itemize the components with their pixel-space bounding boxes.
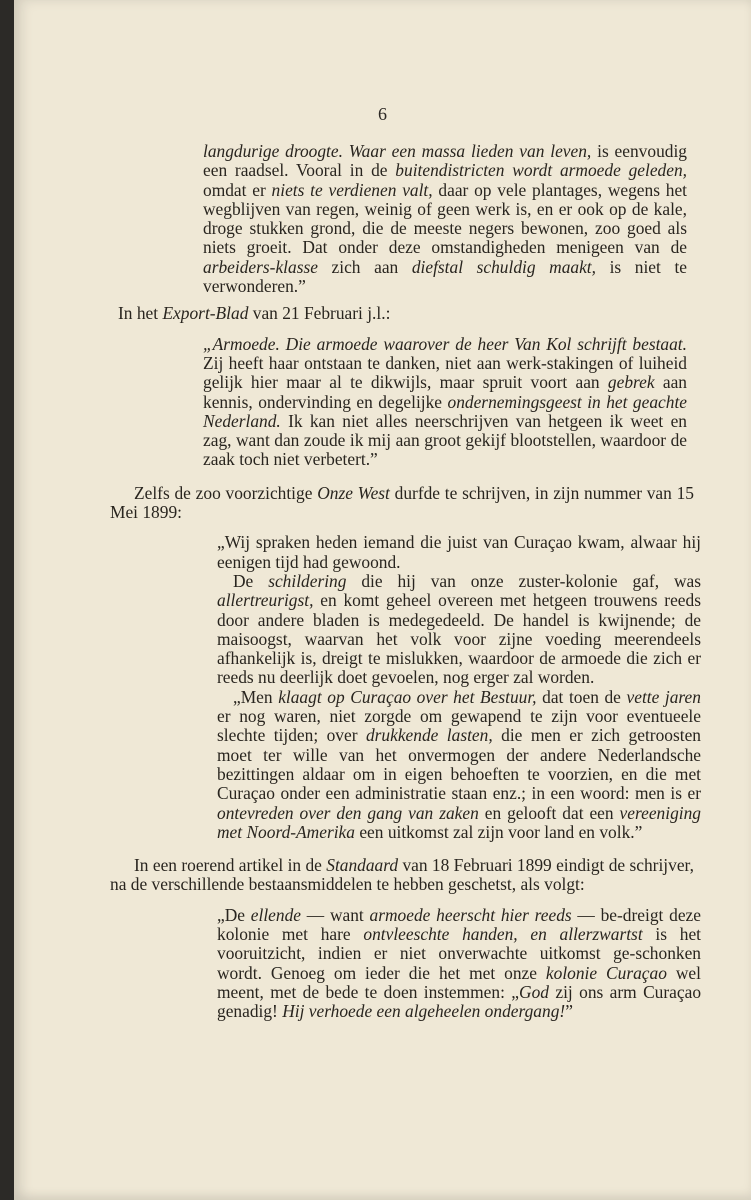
quote-droogte [203,141,692,297]
italic-run: ellende [250,904,301,925]
intro-export-blad [118,304,688,323]
paragraph [217,904,706,1022]
text-run: die hij van onze zuster-kolonie gaf, was [346,570,706,591]
text-run: In een roerend artikel in de [134,855,327,876]
italic-run: „Armoede. Die armoede waarover de heer Van Kol schrijft bestaat. [203,333,687,354]
italic-run: buitendistricten wordt armoede geleden, [395,160,688,181]
text-run: die men er zich getroosten moet ter wille van het onvermogen der andere Nederlandsche bezittingen aldaar om in eigen behoeften te voorzien, en die met Curaçao onder een administratie staan enz.; in een woord: men is er [217,725,706,804]
italic-run: klaagt op Curaçao over het Bestuur, [278,686,537,707]
text-run: De [233,570,269,591]
text-run: ” [565,1001,573,1022]
quote-armoede [203,333,692,470]
text-run: Ik kan niet alles neerschrijven van hetgeen ik weet en zag, want dan zoude ik mij aan groot gekijf blootstellen, waardoor de zaak toch niet verbetert.” [203,410,692,470]
paragraph [217,532,706,572]
italic-run: gebrek [607,372,655,393]
italic-run: vette jaren [626,686,701,707]
quote-curacao [217,532,706,842]
paragraph [118,304,688,323]
text-run: „Wij spraken heden iemand die juist van Curaçao kwam, alwaar hij eenigen tijd had gewoond. [217,532,706,572]
italic-run: arbeiders-klasse [203,256,318,277]
italic-run: schildering [268,570,347,591]
quote-ellende [217,904,706,1022]
italic-run: Export-Blad [162,303,249,324]
text-run: — want [301,904,370,925]
italic-run: langdurige droogte. Waar een massa lieden van leven, [203,141,592,161]
text-run: en komt geheel overeen met hetgeen trouwens reeds door andere bladen is medegedeeld. De handel is kwijnende; de maisoogst, waarvan het volk voor zijne voeding meerendeels afhankelijk is, dreigt te mislukken, waardoor de armoede die zich er reeds nu deerlijk doet gevoelen, nog erger zal worden. [217,590,706,688]
text-run: „Men [233,686,279,707]
italic-run: armoede heerscht hier reeds [369,904,572,925]
text-run: van 18 Februari 1899 eindigt de schrijver, na de verschillende bestaansmiddelen te hebben geschetst, als volgt: [110,855,699,895]
italic-run: diefstal schuldig maakt, [411,256,596,277]
italic-run: God [519,981,549,1002]
intro-onze-west [110,482,699,523]
text-run: een uitkomst zal zijn voor land en volk.” [354,821,643,842]
text-run: wel meent, met de bede te doen instemmen: „ [217,962,706,1002]
italic-run: kolonie Curaçao [545,962,667,983]
paragraph [203,141,692,297]
italic-run: Hij verhoede een algeheelen ondergang! [282,1001,566,1022]
italic-run: vereeniging met Noord-Amerika [217,802,706,842]
text-run: zich aan [317,256,412,277]
paragraph [217,570,706,688]
text-run: durfde te schrijven, in zijn nummer van 15 Mei 1899: [110,482,699,523]
paragraph [110,482,699,523]
book-page [14,0,751,1200]
italic-run: ontvleeschte handen, en allerzwartst [363,923,643,944]
text-run: van 21 Februari j.l.: [248,303,391,324]
text-run: is niet te verwonderen.” [203,256,692,297]
text-run: dat toen de [536,686,627,707]
text-run: daar op vele plantages, wegens het wegblijven van regen, weinig of geen werk is, en er ook op de kale, droge stukken grond, die de meeste negers bewonen, zoo goed als niets groeit. Dat onder deze omstandigheden menigeen van de [203,179,692,258]
text-run: is het vooruitzicht, indien er niet onverwachte uitkomst ge-schonken wordt. Genoeg om ieder die het met onze [217,923,706,983]
italic-run: Standaard [326,855,399,876]
italic-run: ontevreden over den gang van zaken [217,802,479,823]
text-run: Zij heeft haar ontstaan te danken, niet aan werk-stakingen of luiheid gelijk hier maar al te dikwijls, maar spruit voort aan [203,333,692,393]
italic-run: allertreurigst, [217,590,314,611]
italic-run: drukkende lasten, [365,725,493,746]
text-run: „De [217,904,251,925]
paragraph [203,333,692,470]
paragraph [110,855,699,895]
text-run: Zelfs de zoo voorzichtige [134,482,318,503]
paragraph [217,686,706,842]
text-run: In het [118,303,163,324]
text-run: omdat er [203,160,692,200]
page-body [14,142,751,1021]
intro-standaard [110,855,699,895]
text-run: zij ons arm Curaçao genadig! [217,981,706,1022]
page-number: 6 [378,104,387,124]
italic-run: Onze West [317,482,390,503]
italic-run: ondernemingsgeest in het geachte Nederland. [203,391,692,431]
italic-run: niets te verdienen valt, [271,179,433,200]
text-run: is eenvoudig een raadsel. Vooral in de [203,141,692,181]
text-run: — be-dreigt deze kolonie met hare [217,904,706,944]
text-run: er nog waren, niet zorgde om gewapend te zijn voor eventueele slechte tijden; over [217,686,706,746]
text-run: aan kennis, ondervinding en degelijke [203,372,692,412]
text-run: en gelooft dat een [478,802,620,823]
